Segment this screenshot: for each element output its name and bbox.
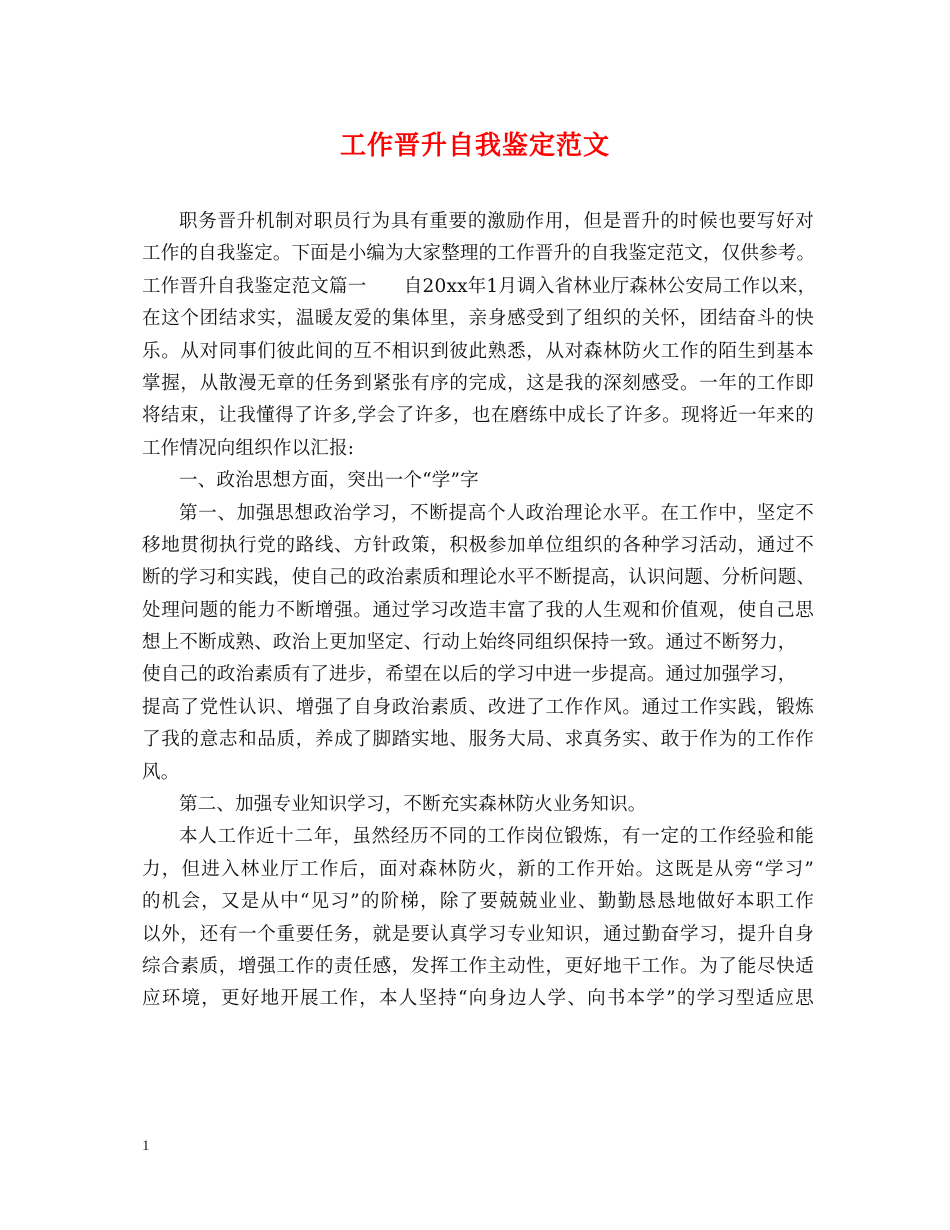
text-line: 在这个团结求实，温暖友爱的集体里，亲身感受到了组织的关怀，团结奋斗的快 — [142, 308, 814, 330]
page-number: 1 — [142, 1138, 150, 1154]
text-line: 力，但进入林业厅工作后，面对森林防火，新的工作开始。这既是从旁“学习” — [142, 858, 814, 880]
text-line: 本人工作近十二年，虽然经历不同的工作岗位锻炼，有一定的工作经验和能 — [179, 826, 814, 848]
text-line: 将结束，让我懂得了许多,学会了许多，也在磨练中成长了许多。现将近一年来的 — [142, 405, 814, 427]
text-line: 使自己的政治素质有了进步，希望在以后的学习中进一步提高。通过加强学习， — [142, 664, 797, 686]
text-line: 第一、加强思想政治学习，不断提高个人政治理论水平。在工作中，坚定不 — [179, 502, 814, 524]
text-line: 以外，还有一个重要任务，就是要认真学习专业知识，通过勤奋学习，提升自身 — [142, 923, 814, 945]
text-line: 掌握，从散漫无章的任务到紧张有序的完成，这是我的深刻感受。一年的工作即 — [142, 372, 814, 394]
text-line: 处理问题的能力不断增强。通过学习改造丰富了我的人生观和价值观，使自己思 — [142, 599, 814, 621]
text-line: 的机会，又是从中“见习”的阶梯，除了要兢兢业业、勤勤恳恳地做好本职工作 — [142, 891, 814, 913]
section-heading: 第二、加强专业知识学习，不断充实森林防火业务知识。 — [179, 794, 647, 816]
text-line: 工作情况向组织作以汇报: — [142, 437, 355, 459]
text-line: 风。 — [142, 761, 180, 783]
text-line: 移地贯彻执行党的路线、方针政策，积极参加单位组织的各种学习活动，通过不 — [142, 534, 814, 556]
text-line: 乐。从对同事们彼此间的互不相识到彼此熟悉，从对森林防火工作的陌生到基本 — [142, 340, 814, 362]
text-line: 想上不断成熟、政治上更加坚定、行动上始终同组织保持一致。通过不断努力， — [142, 632, 797, 654]
document-body — [142, 206, 817, 1016]
document-title: 工作晋升自我鉴定范文 — [339, 131, 610, 161]
text-line: 职务晋升机制对职员行为具有重要的激励作用，但是晋升的时候也要写好对 — [179, 211, 814, 232]
text-line: 综合素质，增强工作的责任感，发挥工作主动性，更好地干工作。为了能尽快适 — [142, 955, 814, 977]
text-line: 了我的意志和品质，养成了脚踏实地、服务大局、求真务实、敢于作为的工作作 — [142, 729, 814, 751]
section-heading: 一、政治思想方面，突出一个“学”字 — [179, 470, 479, 492]
text-line: 断的学习和实践，使自己的政治素质和理论水平不断提高，认识问题、分析问题、 — [142, 567, 816, 589]
text-line: 工作晋升自我鉴定范文篇一 自20xx年1月调入省林业厅森林公安局工作以来， — [142, 275, 817, 297]
text-line: 提高了党性认识、增强了自身政治素质、改进了工作作风。通过工作实践，锻炼 — [142, 696, 814, 718]
text-line: 工作的自我鉴定。下面是小编为大家整理的工作晋升的自我鉴定范文，仅供参考。 — [142, 243, 816, 265]
text-line: 应环境，更好地开展工作，本人坚持“向身边人学、向书本学”的学习型适应思 — [142, 988, 814, 1010]
